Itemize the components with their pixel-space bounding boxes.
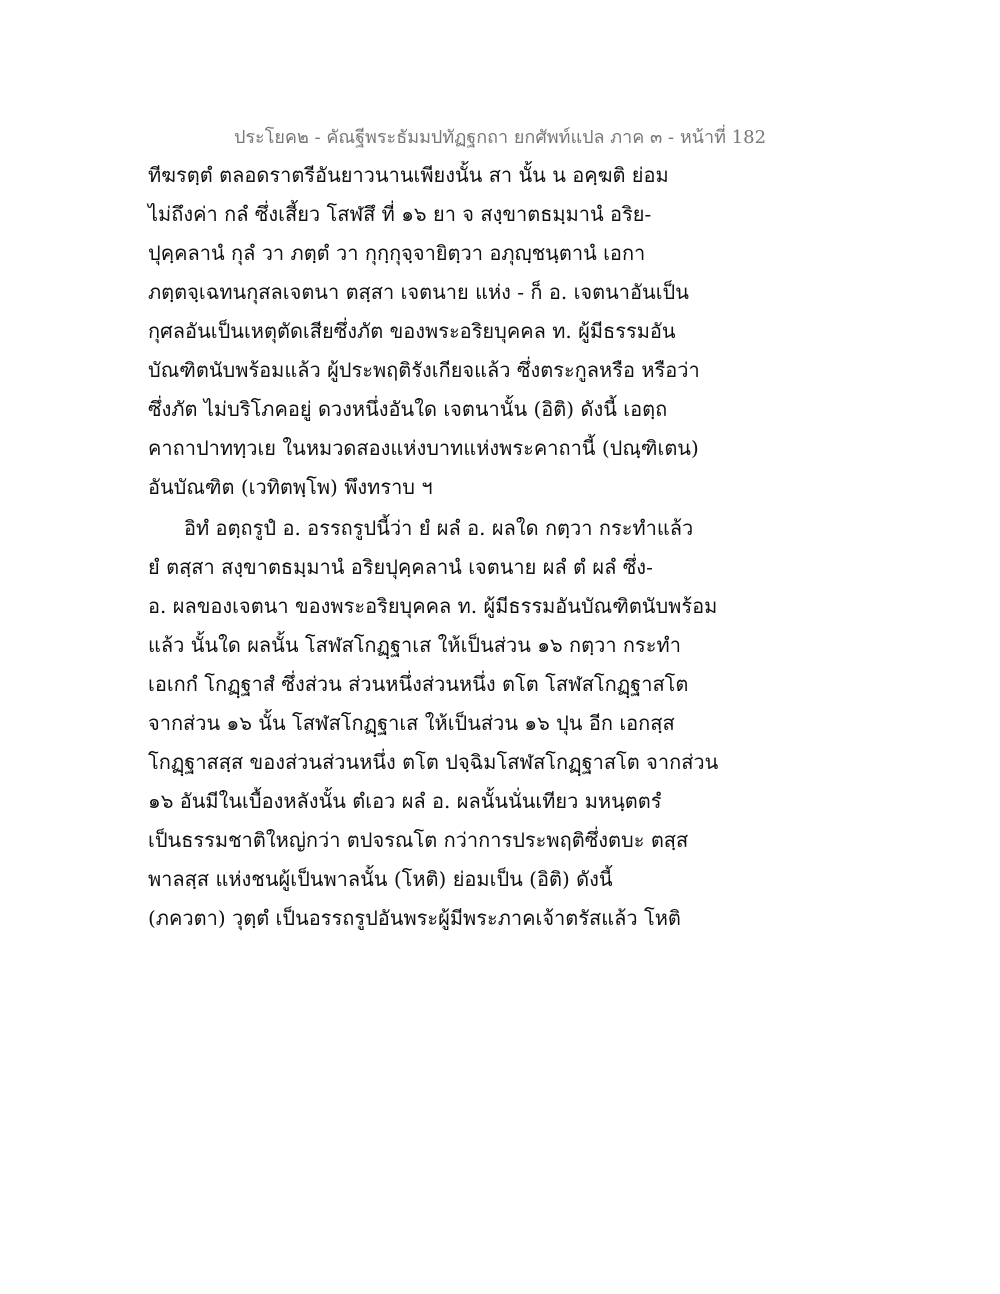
running-head: ประโยค๒ - คัณฐีพระธัมมปทัฏฐกถา ยกศัพท์แปล ภาค ๓ - หน้าที่ 182	[233, 127, 767, 148]
text-line: (ภควตา) วุตฺตํ เป็นอรรถรูปอันพระผู้มีพระภาคเจ้าตรัสแล้ว โหติ	[148, 906, 681, 930]
text-line: อันบัณฑิต (เวทิตพฺโพ) พึงทราบ ฯ	[148, 475, 433, 499]
text-line: อ. ผลของเจตนา ของพระอริยบุคคล ท. ผู้มีธรรมอันบัณฑิตนับพร้อม	[148, 594, 718, 618]
text-line: เป็นธรรมชาติใหญ่กว่า ตปจรณโต กว่าการประพฤติซึ่งตบะ ตสฺส	[148, 828, 689, 852]
text-line: จากส่วน ๑๖ นั้น โสฬสโกฏฺฐาเส ให้เป็นส่วน ๑๖ ปุน อีก เอกสฺส	[148, 711, 675, 735]
text-line: ๑๖ อันมีในเบื้องหลังนั้น ตํเอว ผลํ อ. ผลนั้นนั่นเทียว มหนฺตตรํ	[148, 789, 662, 813]
text-line: บัณฑิตนับพร้อมแล้ว ผู้ประพฤติรังเกียจแล้ว ซึ่งตระกูลหรือ หรือว่า	[148, 358, 700, 382]
text-line: ไม่ถึงค่า กลํ ซึ่งเสี้ยว โสฬสึ ที่ ๑๖ ยา จ สงฺขาตธมฺมานํ อริย-	[148, 202, 652, 226]
text-line: ทีฆรตฺตํ ตลอดราตรีอันยาวนานเพียงนั้น สา นั้น น อคฺฆติ ย่อม	[148, 163, 669, 187]
text-line: กุศลอันเป็นเหตุตัดเสียซึ่งภัต ของพระอริยบุคคล ท. ผู้มีธรรมอัน	[148, 319, 676, 343]
text-line: เอเกกํ โกฏฺฐาสํ ซึ่งส่วน ส่วนหนึ่งส่วนหนึ่ง ตโต โสฬสโกฏฺฐาสโต	[148, 672, 689, 696]
text-line: ยํ ตสฺสา สงฺขาตธมฺมานํ อริยปุคฺคลานํ เจตนาย ผลํ ตํ ผลํ ซึ่ง-	[148, 555, 653, 579]
text-line: คาถาปาททฺวเย ในหมวดสองแห่งบาทแห่งพระคาถานี้ (ปณฺฑิเตน)	[148, 436, 699, 460]
text-line: พาลสฺส แห่งชนผู้เป็นพาลนั้น (โหติ) ย่อมเป็น (อิติ) ดังนี้	[148, 867, 613, 891]
paragraph-1	[148, 156, 788, 507]
text-line: ปุคฺคลานํ กุลํ วา ภตฺตํ วา กุกฺกุจฺจายิตฺวา อภุญฺชนฺตานํ เอกา	[148, 241, 646, 265]
text-line: ภตฺตจฺเฉทนกุสลเจตนา ตสฺสา เจตนาย แห่ง - ก็ อ. เจตนาอันเป็น	[148, 280, 689, 304]
page-body	[148, 156, 788, 938]
paragraph-2	[148, 509, 788, 938]
text-line: ซึ่งภัต ไม่บริโภคอยู่ ดวงหนึ่งอันใด เจตนานั้น (อิติ) ดังนี้ เอตฺถ	[148, 397, 668, 421]
text-line: อิทํ อตฺถรูปํ อ. อรรถรูปนี้ว่า ยํ ผลํ อ. ผลใด กตฺวา กระทำแล้ว	[184, 516, 694, 540]
text-line: โกฏฺฐาสสฺส ของส่วนส่วนหนึ่ง ตโต ปจฺฉิมโสฬสโกฏฺฐาสโต จากส่วน	[148, 750, 719, 774]
text-line: แล้ว นั้นใด ผลนั้น โสฬสโกฏฺฐาเส ให้เป็นส่วน ๑๖ กตฺวา กระทำ	[148, 633, 681, 657]
